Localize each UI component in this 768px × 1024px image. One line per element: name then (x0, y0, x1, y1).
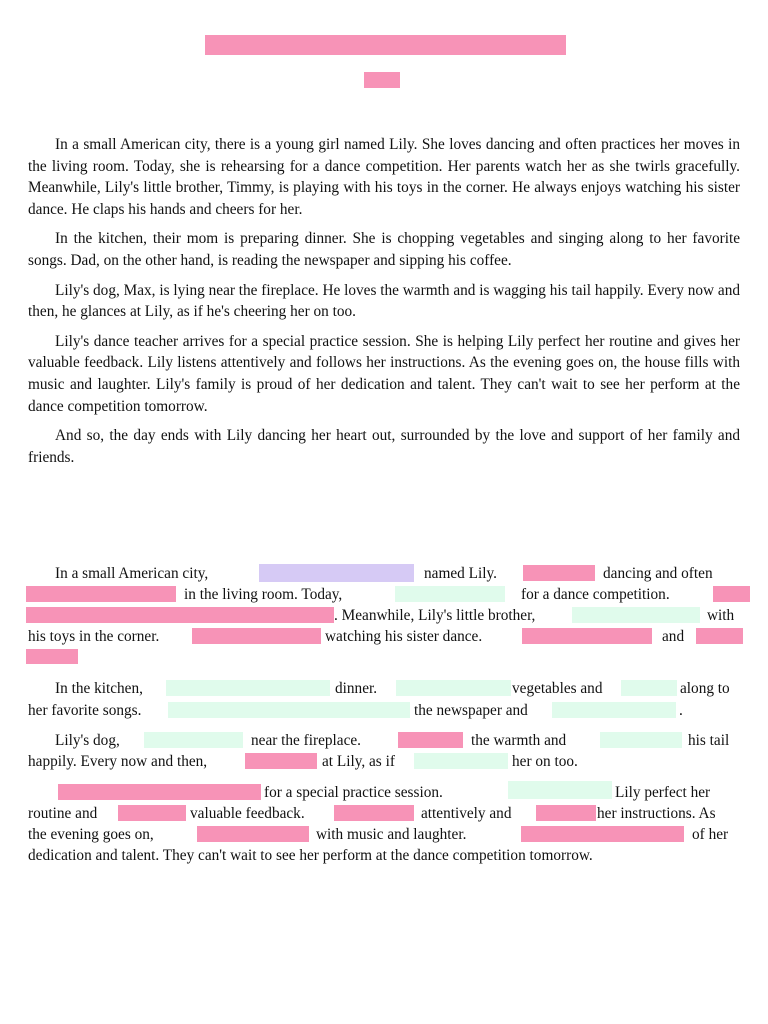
masked-fragment: near the fireplace. (251, 732, 361, 749)
masked-fragment: and (662, 628, 685, 645)
masked-fragment: . Meanwhile, Lily's little brother, (334, 607, 536, 624)
redaction-highlight (398, 732, 463, 748)
redaction-highlight (26, 586, 176, 602)
redaction-highlight (166, 680, 330, 696)
redaction-highlight (259, 564, 414, 582)
redaction-highlight (536, 805, 596, 821)
redaction-highlight (26, 607, 334, 623)
masked-fragment: Lily's dog, (55, 732, 120, 749)
masked-fragment: her instructions. As (597, 805, 716, 822)
redaction-highlight (508, 781, 612, 799)
paragraph: Lily's dance teacher arrives for a special practice session. She is helping Lily perfect her routine and gives her valuable feedback. Lily listens attentively and follows her instructions. As the evening goes on, the house fills with music and laughter. Lily's family is proud of her dedication and talent. They can't wait to see her perform at the dance competition tomorrow. (28, 332, 740, 415)
redaction-highlight (118, 805, 186, 821)
masked-fragment: the warmth and (471, 732, 567, 749)
masked-fragment: along to (680, 680, 730, 697)
redaction-highlight (168, 702, 410, 718)
paragraph: Lily's dog, Max, is lying near the fireplace. He loves the warmth and is wagging his tail happily. Every now and then, he glances at Lily, as if he's cheering her on too. (28, 281, 740, 321)
masked-fragment: dinner. (335, 680, 378, 697)
redaction-highlight (600, 732, 682, 748)
masked-fragment: happily. Every now and then, (28, 753, 208, 770)
redaction-highlight (621, 680, 677, 696)
redaction-highlight (572, 607, 700, 623)
masked-fragment: for a dance competition. (521, 586, 670, 603)
redaction-highlight (696, 628, 743, 644)
masked-fragment: his tail (688, 732, 730, 749)
masked-fragment: the evening goes on, (28, 826, 154, 843)
redaction-highlight (144, 732, 243, 748)
masked-fragment: watching his sister dance. (325, 628, 483, 645)
paragraph: And so, the day ends with Lily dancing her heart out, surrounded by the love and support of her family and friends. (28, 427, 740, 466)
redaction-highlight (192, 628, 321, 644)
paragraph: In a small American city, there is a young girl named Lily. She loves dancing and often practices her moves in the living room. Today, she is rehearsing for a dance competition. Her parents watch her as she twirls gracefully. Meanwhile, Lily's little brother, Timmy, is playing with his toys in the corner. He always enjoys watching his sister dance. He claps his hands and cheers for her. (28, 136, 740, 218)
masked-fragment: dancing and often (603, 565, 713, 582)
redaction-highlight (522, 628, 652, 644)
masked-fragment: at Lily, as if (322, 753, 395, 770)
masked-fragment: attentively and (421, 805, 512, 822)
redaction-highlight (523, 565, 595, 581)
masked-fragment: In the kitchen, (55, 680, 143, 697)
masked-fragment: her favorite songs. (28, 702, 142, 719)
redaction-highlight (521, 826, 684, 842)
masked-fragment: with (707, 607, 735, 624)
redaction-highlight (334, 805, 414, 821)
masked-fragment: Lily perfect her (615, 784, 711, 801)
redaction-highlight (414, 753, 508, 769)
masked-fragment: with music and laughter. (316, 826, 467, 843)
masked-fragment: valuable feedback. (190, 805, 305, 822)
redaction-highlight (245, 753, 317, 769)
masked-fragment: vegetables and (512, 680, 603, 697)
masked-fragment: In a small American city, (55, 565, 209, 582)
paragraph: In the kitchen, their mom is preparing dinner. She is chopping vegetables and singing along to her favorite songs. Dad, on the other hand, is reading the newspaper and sipping his coffee. (28, 230, 740, 269)
redaction-highlight (713, 586, 750, 602)
masked-fragment: his toys in the corner. (28, 628, 160, 645)
masked-fragment: her on too. (512, 753, 578, 770)
redaction-highlight (396, 680, 511, 696)
masked-fragment: of her (692, 826, 729, 843)
redaction-highlight (58, 784, 261, 800)
redaction-highlight (197, 826, 309, 842)
masked-fragment: routine and (28, 805, 98, 822)
masked-fragment: the newspaper and (414, 702, 528, 719)
masked-fragment: in the living room. Today, (184, 586, 343, 603)
masked-fragment: dedication and talent. They can't wait to see her perform at the dance competition tomorrow. (28, 847, 593, 864)
redaction-highlight (395, 586, 505, 602)
redaction-highlight (552, 702, 676, 718)
masked-fragment: for a special practice session. (264, 784, 443, 801)
masked-fragment: . (679, 702, 683, 719)
redaction-highlight (26, 649, 78, 664)
masked-fragment: named Lily. (424, 565, 497, 582)
